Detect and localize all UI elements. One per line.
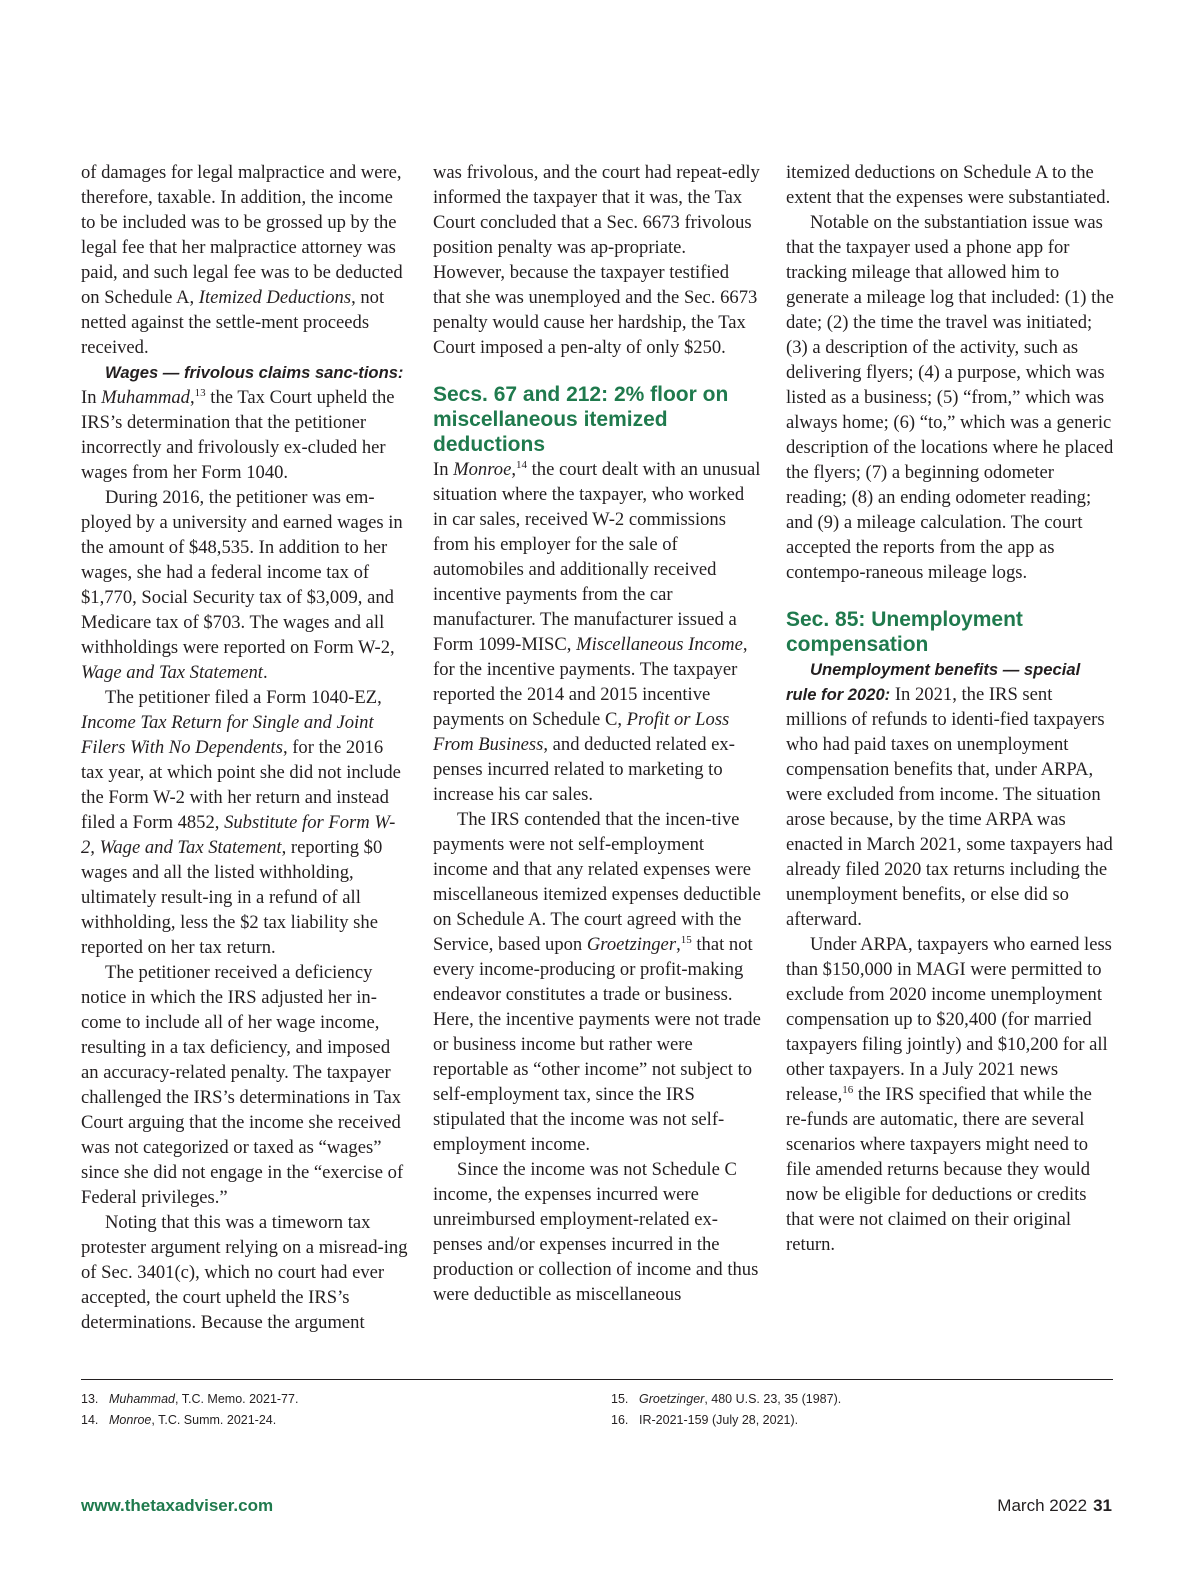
- column-1: [81, 160, 409, 1335]
- page-number: 31: [1093, 1496, 1112, 1515]
- footnote: 14. Monroe, T.C. Summ. 2021-24.: [81, 1413, 277, 1427]
- paragraph: The petitioner filed a Form 1040-EZ, Income Tax Return for Single and Joint Filers With No Dependents, for the 2016 tax year, at which point she did not include the Form W-2 with her return and instead filed a Form 4852, Substitute for Form W-2, Wage and Tax Statement, reporting $0 wages and all the listed withholding, ultimately result-ing in a refund of all withholding, less the $2 tax liability she reported on her tax return.: [81, 687, 401, 958]
- paragraph: Under ARPA, taxpayers who earned less than $150,000 in MAGI were permitted to exclude from 2020 income unemployment compensation up to $20,400 (for married taxpayers filing jointly) and $10,200 for all other taxpayers. In a July 2021 news release,$^{16}$ the IRS specified that while the re-funds are automatic, there are several scenarios where taxpayers might need to file amended returns because they would now be eligible for deductions or credits that were not claimed on their original return.: [786, 934, 1112, 1255]
- paragraph: In Monroe,$^{14}$ the court dealt with an unusual situation where the taxpayer, who worked in car sales, received W-2 commissions from his employer for the sale of automobiles and additionally received incentive payments from the car manufacturer. The manufacturer issued a Form 1099-MISC, Miscellaneous Income, for the incentive payments. The taxpayer reported the 2014 and 2015 incentive payments on Schedule C, Profit or Loss From Business, and deducted related ex-penses incurred related to marketing to increase his car sales.: [433, 458, 761, 805]
- paragraph: Noting that this was a timeworn tax protester argument relying on a misread-ing of Sec. 3401(c), which no court had ever accepted, the court upheld the IRS’s determinations. Because the argument: [81, 1212, 408, 1333]
- paragraph: Since the income was not Schedule C income, the expenses incurred were unreimbursed employment-related ex-penses and/or expenses incurred in the production or collection of income and thus were deductible as miscellaneous: [433, 1159, 759, 1305]
- column-3: [786, 160, 1114, 1257]
- footnote: 13. Muhammad, T.C. Memo. 2021-77.: [81, 1392, 299, 1406]
- footnote-ref: 14: [515, 458, 527, 471]
- paragraph: of damages for legal malpractice and were, therefore, taxable. In addition, the income to be included was to be grossed up by the legal fee that her malpractice attorney was paid, and such legal fee was to be deducted on Schedule A, Itemized Deductions, not netted against the settle-ment proceeds received.: [81, 162, 403, 358]
- footnote-ref: 15: [680, 933, 692, 946]
- paragraph: was frivolous, and the court had repeat-edly informed the taxpayer that it was, the Tax Court concluded that a Sec. 6673 frivolous position penalty was ap-propriate. However, because the taxpayer testified that she was unemployed and the Sec. 6673 penalty would cause her hardship, the Tax Court imposed a pen-alty of only $250.: [433, 162, 760, 358]
- footnote: 16. IR-2021-159 (July 28, 2021).: [611, 1413, 799, 1427]
- footer-url[interactable]: www.thetaxadviser.com: [81, 1496, 274, 1515]
- run-in-heading: Unemployment benefits — special rule for 2020:: [786, 660, 1081, 704]
- column-2: [433, 160, 761, 1307]
- paragraph: itemized deductions on Schedule A to the extent that the expenses were substantiated.: [786, 162, 1111, 208]
- footnote-ref: 16: [842, 1083, 854, 1096]
- paragraph: Notable on the substantiation issue was that the taxpayer used a phone app for tracking mileage that allowed him to generate a mileage log that included: (1) the date; (2) the time the travel was initiated; (3) a description of the activity, such as delivering flyers; (4) a purpose, which was listed as a business; (5) “from,” which was always home; (6) “to,” which was a generic description of the locations where he placed the flyers; (7) a beginning odometer reading; (8) an ending odometer reading; and (9) a mileage calculation. The court accepted the reports from the app as contempo-raneous mileage logs.: [786, 212, 1114, 583]
- paragraph: The IRS contended that the incen-tive payments were not self-employment income and that any related expenses were miscellaneous itemized expenses deductible on Schedule A. The court agreed with the Service, based upon Groetzinger,$^{15}$ that not every income-producing or profit-making endeavor constitutes a trade or business. Here, the incentive payments were not trade or business income but rather were reportable as “other income” not subject to self-employment tax, since the IRS stipulated that the income was not self-employment income.: [433, 809, 761, 1155]
- issue-date: March 2022: [997, 1496, 1088, 1515]
- footnote: 15. Groetzinger, 480 U.S. 23, 35 (1987).: [611, 1392, 842, 1406]
- footer-date-page: [997, 1496, 1112, 1516]
- footnote-ref: 13: [194, 386, 206, 399]
- paragraph: The petitioner received a deficiency notice in which the IRS adjusted her in-come to include all of her wage income, resulting in a tax deficiency, and imposed an accuracy-related penalty. The taxpayer challenged the IRS’s determinations in Tax Court arguing that the income she received was not categorized or taxed as “wages” since she did not engage in the “exercise of Federal privileges.”: [81, 962, 404, 1208]
- paragraph: Unemployment benefits — special rule for 2020: In 2021, the IRS sent millions of refunds to identi-fied taxpayers who had paid taxes on unemployment compensation benefits that, under ARPA, were excluded from income. The situation arose because, by the time ARPA was enacted in March 2021, some taxpayers had already filed 2020 tax returns including the unemployment benefits, or else did so afterward.: [786, 660, 1113, 930]
- footnote-divider: [81, 1379, 1113, 1380]
- paragraph: Wages — frivolous claims sanc-tions: In Muhammad,$^{13}$ the Tax Court upheld the IRS’s determination that the petitioner incorrectly and frivolously ex-cluded her wages from her Form 1040.: [81, 363, 404, 483]
- footnotes-right: [611, 1389, 1011, 1431]
- section-heading: Sec. 85: Unemployment compensation: [786, 608, 1023, 656]
- paragraph: During 2016, the petitioner was em-ployed by a university and earned wages in the amount of $48,535. In addition to her wages, she had a federal income tax of $1,770, Social Security tax of $3,009, and Medicare tax of $703. The wages and all withholdings were reported on Form W-2, Wage and Tax Statement.: [81, 487, 403, 683]
- run-in-heading: Wages — frivolous claims sanc-tions:: [105, 363, 404, 382]
- footnotes-left: [81, 1389, 481, 1431]
- section-heading: Secs. 67 and 212: 2% floor on miscellaneous itemized deductions: [433, 383, 729, 456]
